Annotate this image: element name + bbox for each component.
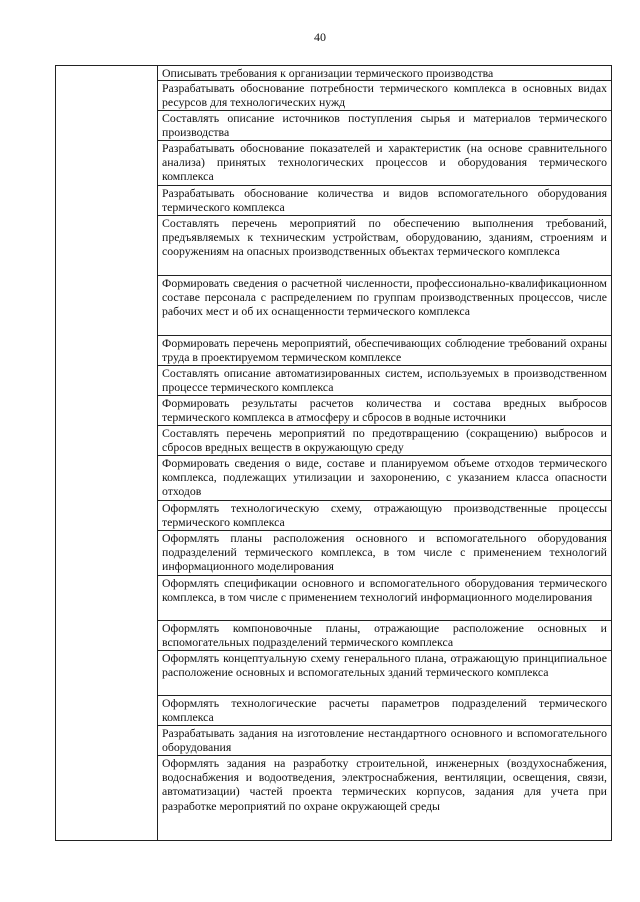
table-row: Оформлять концептуальную схему генерального плана, отражающую принципиальное расположение основных и вспомогательных зданий термического комплекса [158, 651, 611, 696]
table-row: Формировать сведения о виде, составе и планируемом объеме отходов термического комплекса, подлежащих утилизации и захоронению, с указанием класса опасности отходов [158, 456, 611, 501]
table-row: Формировать результаты расчетов количества и состава вредных выбросов термического комплекса в атмосферу и сбросов в водные источники [158, 396, 611, 426]
table-row: Формировать перечень мероприятий, обеспечивающих соблюдение требований охраны труда в проектируемом термическом комплексе [158, 336, 611, 366]
page-number: 40 [314, 30, 326, 44]
table-row: Составлять описание автоматизированных систем, используемых в производственном процессе термического комплекса [158, 366, 611, 396]
table-row: Оформлять компоновочные планы, отражающие расположение основных и вспомогательных подразделений термического комплекса [158, 621, 611, 651]
table-row: Составлять перечень мероприятий по предотвращению (сокращению) выбросов и сбросов вредных веществ в окружающую среду [158, 426, 611, 456]
requirements-table [55, 65, 612, 841]
table-row: Оформлять технологическую схему, отражающую производственные процессы термического комплекса [158, 501, 611, 531]
table-row: Разрабатывать задания на изготовление нестандартного основного и вспомогательного оборудования [158, 726, 611, 756]
table-row: Составлять перечень мероприятий по обеспечению выполнения требований, предъявляемых к техническим устройствам, оборудованию, зданиям, строениям и сооружениям на опасных производственных объектах термического комплекса [158, 216, 611, 276]
table-row: Описывать требования к организации термического производства [158, 66, 611, 81]
table-row: Формировать сведения о расчетной численности, профессионально-квалификационном составе персонала с распределением по группам производственных процессов, числе рабочих мест и об их оснащенности термического комплекса [158, 276, 611, 336]
table-left-column [56, 66, 158, 840]
table-row: Разрабатывать обоснование количества и видов вспомогательного оборудования термического комплекса [158, 186, 611, 216]
table-row: Составлять описание источников поступления сырья и материалов термического производства [158, 111, 611, 141]
table-row: Разрабатывать обоснование показателей и характеристик (на основе сравнительного анализа) принятых технологических процессов и оборудования термического комплекса [158, 141, 611, 186]
table-row: Оформлять планы расположения основного и вспомогательного оборудования подразделений термического комплекса, в том числе с применением технологий информационного моделирования [158, 531, 611, 576]
table-row: Оформлять технологические расчеты параметров подразделений термического комплекса [158, 696, 611, 726]
table-row: Оформлять задания на разработку строительной, инженерных (воздухоснабжения, водоснабжения и водоотведения, электроснабжения, вентиляции, освещения, связи, автоматизации) частей проекта термических корпусов, задания для учета при разработке мероприятий по охране окружающей среды [162, 756, 607, 813]
table-right-column [158, 66, 611, 840]
table-row: Разрабатывать обоснование потребности термического комплекса в основных видах ресурсов для технологических нужд [158, 81, 611, 111]
table-row: Оформлять спецификации основного и вспомогательного оборудования термического комплекса, в том числе с применением технологий информационного моделирования [158, 576, 611, 621]
